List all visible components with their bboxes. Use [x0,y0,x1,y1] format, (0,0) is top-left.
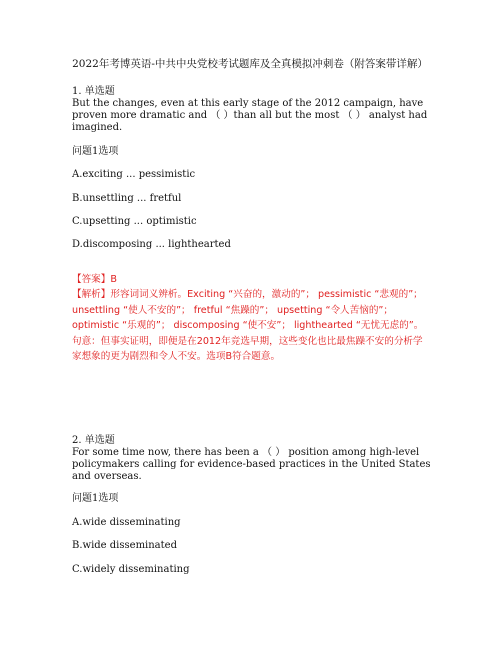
question-1-explanation: 【解析】形容词词义辨析。Exciting “兴奋的，激动的”； pessimistic “悲观的”； unsettling “使人不安的”； fretful “焦躁的”； upsetting “令人苦恼的”； optimistic “乐观的”； discomposing “使不安”； lighthearted “无忧无虑的”。句意：但事实证明，即便是在2012年竞选早期，这些变化也比最焦躁不安的分析学家想象的更为剧烈和令人不安。选项B符合题意。 [72,289,424,363]
question-2-heading: 2. 单选题 [72,435,115,446]
question-1-answer: 【答案】B [72,274,117,285]
question-2-stem: For some time now, there has been a （ ） position among high-level policymakers calling for evidence-based practices in the United States and overseas. [72,447,431,482]
document-title: 2022年考博英语-中共中央党校考试题库及全真模拟冲刺卷（附答案带详解） [72,58,428,70]
question-1-options-label: 问题1选项 [72,146,119,157]
question-1-option-b: B.unsettling ... fretful [72,193,182,204]
question-1-option-a: A.exciting ... pessimistic [72,169,196,180]
question-1-stem: But the changes, even at this early stage of the 2012 campaign, have proven more dramatic and （ ）than all but the most （ ） analyst had imagined. [72,98,428,133]
question-1-heading: 1. 单选题 [72,86,115,97]
question-2-option-b: B.wide disseminated [72,540,177,551]
question-2-options-label: 问题1选项 [72,493,119,504]
question-1-option-d: D.discomposing ... lighthearted [72,239,231,250]
question-1-option-c: C.upsetting ... optimistic [72,216,197,227]
question-2-option-a: A.wide disseminating [72,517,181,528]
question-2-option-c: C.widely disseminating [72,564,190,575]
